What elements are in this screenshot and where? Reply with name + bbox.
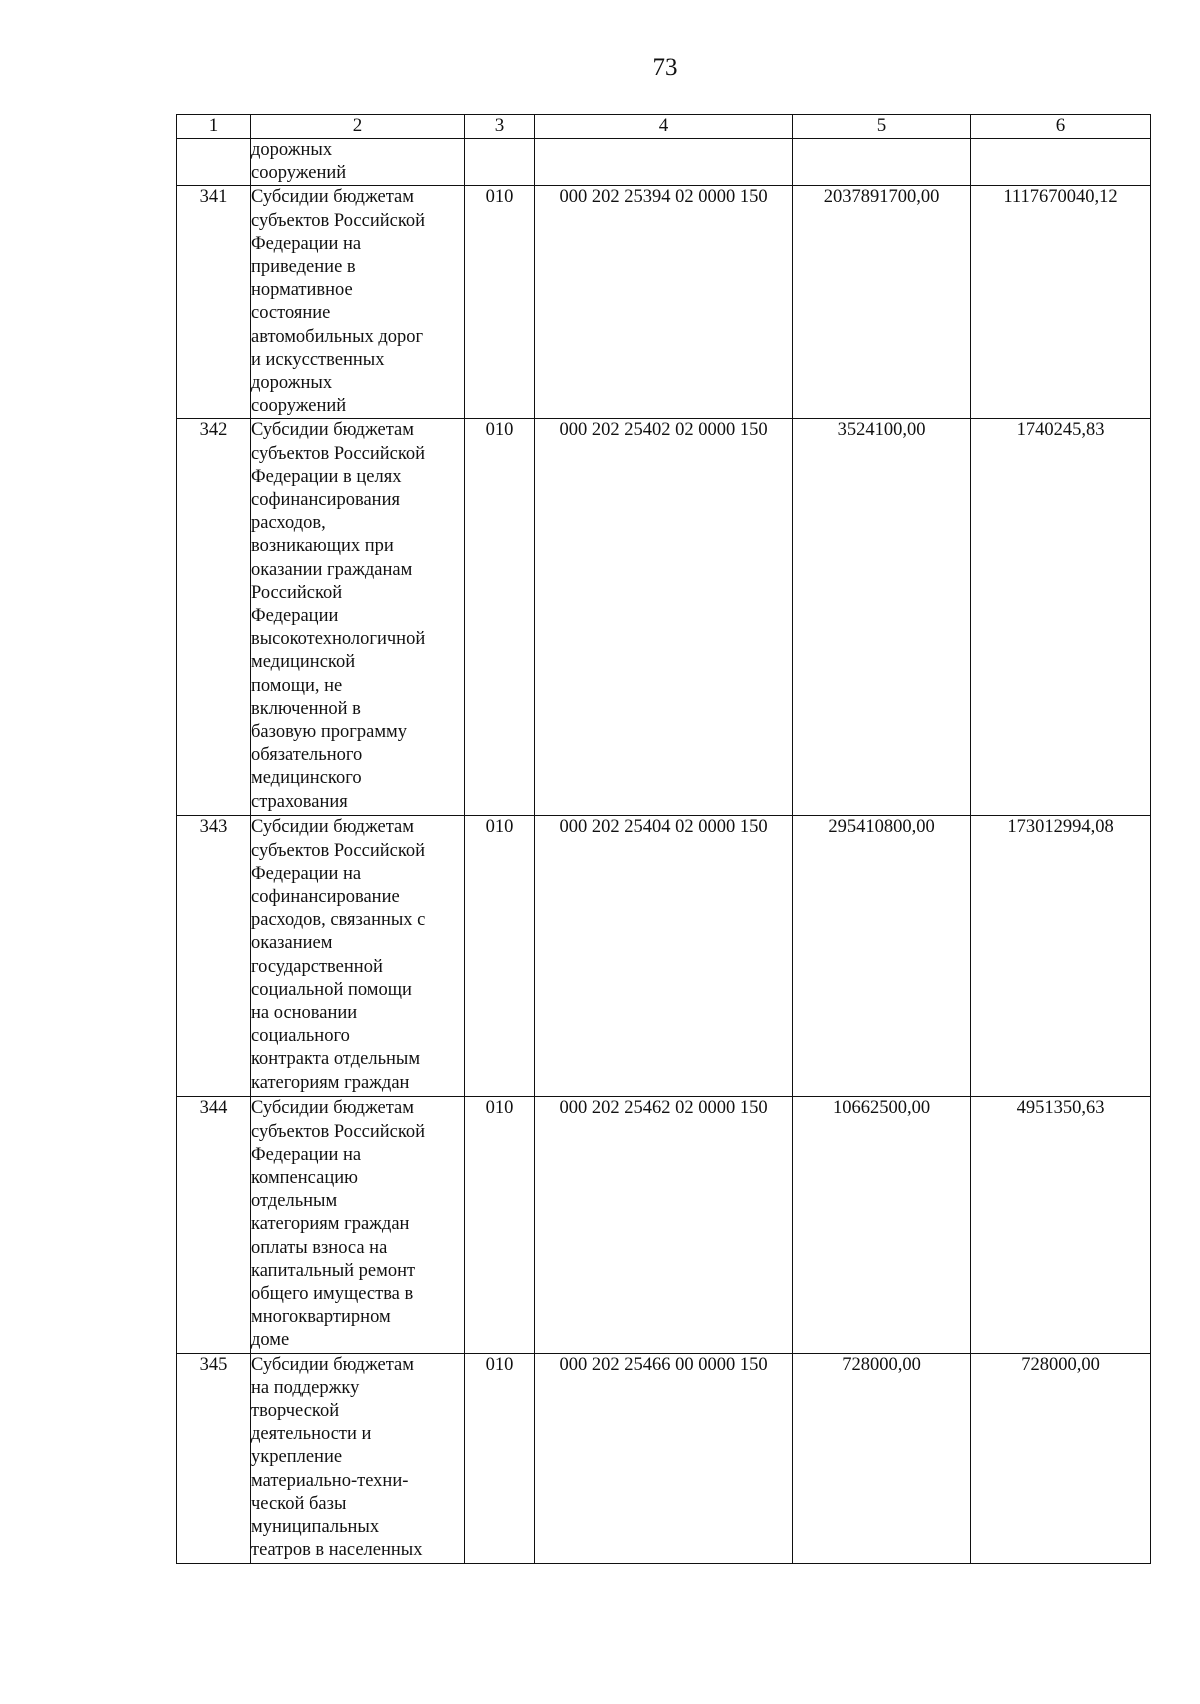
description-line: субъектов Российской xyxy=(251,210,426,231)
description-line: высокотехнологичной xyxy=(251,629,426,650)
description-cell xyxy=(251,1353,465,1563)
description-line: театров в населенных xyxy=(251,1540,423,1561)
description-line: социального xyxy=(251,1026,350,1047)
row-number-cell: 345 xyxy=(177,1353,251,1563)
description-line: Российской xyxy=(251,582,343,603)
description-cell xyxy=(251,816,465,1097)
description-line: Федерации на xyxy=(251,863,362,884)
description-line: Субсидии бюджетам xyxy=(251,420,414,441)
description-line: расходов, xyxy=(251,513,326,534)
amount-cell: 728000,00 xyxy=(793,1353,971,1563)
row-number-cell: 342 xyxy=(177,419,251,816)
table-row-345 xyxy=(177,1353,1151,1563)
code-cell: 000 202 25394 02 0000 150 xyxy=(535,186,793,419)
description-line: укрепление xyxy=(251,1447,343,1468)
description-line: помощи, не xyxy=(251,675,343,696)
description-line: отдельным xyxy=(251,1191,338,1212)
description-line: софинансирования xyxy=(251,490,400,511)
budget-table xyxy=(176,114,1151,1564)
description-line: оплаты взноса на xyxy=(251,1237,388,1258)
description-line: и искусственных xyxy=(251,349,385,370)
amount-cell: 295410800,00 xyxy=(793,816,971,1097)
description-line: государственной xyxy=(251,956,383,977)
description-line: включенной в xyxy=(251,698,361,719)
description-line: софинансирование xyxy=(251,887,400,908)
description-line: оказании гражданам xyxy=(251,559,413,580)
row-number-cell xyxy=(177,139,251,186)
col3-cell: 010 xyxy=(465,419,535,816)
code-cell: 000 202 25402 02 0000 150 xyxy=(535,419,793,816)
executed-cell: 4951350,63 xyxy=(971,1097,1151,1353)
description-line: приведение в xyxy=(251,257,356,278)
header-cell-4: 4 xyxy=(535,115,793,139)
amount-cell xyxy=(793,139,971,186)
description-line: капитальный ремонт xyxy=(251,1260,416,1281)
description-line: страхования xyxy=(251,791,348,812)
executed-cell: 173012994,08 xyxy=(971,816,1151,1097)
description-line: базовую программу xyxy=(251,722,407,743)
amount-cell: 3524100,00 xyxy=(793,419,971,816)
description-cell xyxy=(251,186,465,419)
description-line: Субсидии бюджетам xyxy=(251,1098,414,1119)
code-cell: 000 202 25404 02 0000 150 xyxy=(535,816,793,1097)
description-line: общего имущества в xyxy=(251,1284,414,1305)
description-line: деятельности и xyxy=(251,1424,372,1445)
description-line: Федерации в целях xyxy=(251,466,402,487)
executed-cell xyxy=(971,139,1151,186)
description-line: Федерации на xyxy=(251,1144,362,1165)
description-line: категориям граждан xyxy=(251,1072,410,1093)
page-number: 73 xyxy=(652,54,678,81)
description-line: автомобильных дорог xyxy=(251,326,424,347)
description-line: Федерации на xyxy=(251,233,362,254)
description-line: Субсидии бюджетам xyxy=(251,1354,414,1375)
description-line: субъектов Российской xyxy=(251,840,426,861)
description-line: социальной помощи xyxy=(251,979,412,1000)
description-line: Субсидии бюджетам xyxy=(251,817,414,838)
description-line: ческой базы xyxy=(251,1493,347,1514)
col3-cell: 010 xyxy=(465,1097,535,1353)
description-cell xyxy=(251,139,465,186)
description-cell xyxy=(251,1097,465,1353)
description-cell xyxy=(251,419,465,816)
description-line: дорожных xyxy=(251,373,333,394)
amount-cell: 10662500,00 xyxy=(793,1097,971,1353)
description-line: оказанием xyxy=(251,933,333,954)
description-line: контракта отдельным xyxy=(251,1049,421,1070)
header-cell-5: 5 xyxy=(793,115,971,139)
row-number-cell: 341 xyxy=(177,186,251,419)
col3-cell: 010 xyxy=(465,1353,535,1563)
table-row-343 xyxy=(177,816,1151,1097)
amount-cell: 2037891700,00 xyxy=(793,186,971,419)
description-line: медицинской xyxy=(251,652,356,673)
header-cell-6: 6 xyxy=(971,115,1151,139)
col3-cell xyxy=(465,139,535,186)
description-line: многоквартирном xyxy=(251,1307,391,1328)
header-cell-2: 2 xyxy=(251,115,465,139)
description-line: нормативное xyxy=(251,280,353,301)
description-line: категориям граждан xyxy=(251,1214,410,1235)
col3-cell: 010 xyxy=(465,186,535,419)
code-cell xyxy=(535,139,793,186)
description-line: состояние xyxy=(251,303,331,324)
description-line: субъектов Российской xyxy=(251,1121,426,1142)
row-number-cell: 343 xyxy=(177,816,251,1097)
description-line: субъектов Российской xyxy=(251,443,426,464)
description-line: сооружений xyxy=(251,396,347,417)
description-line: Федерации xyxy=(251,606,339,627)
description-line: творческой xyxy=(251,1401,340,1422)
table-row-342 xyxy=(177,419,1151,816)
executed-cell: 1740245,83 xyxy=(971,419,1151,816)
description-line: на основании xyxy=(251,1003,358,1024)
description-line: медицинского xyxy=(251,768,362,789)
executed-cell: 1117670040,12 xyxy=(971,186,1151,419)
description-line: возникающих при xyxy=(251,536,394,557)
table-row-341 xyxy=(177,186,1151,419)
header-cell-1: 1 xyxy=(177,115,251,139)
description-line: доме xyxy=(251,1330,290,1351)
executed-cell: 728000,00 xyxy=(971,1353,1151,1563)
header-cell-3: 3 xyxy=(465,115,535,139)
description-line: расходов, связанных с xyxy=(251,910,426,931)
code-cell: 000 202 25462 02 0000 150 xyxy=(535,1097,793,1353)
description-line: сооружений xyxy=(251,163,347,184)
description-line: муниципальных xyxy=(251,1517,380,1538)
table-header-row xyxy=(177,115,1151,139)
table-row-344 xyxy=(177,1097,1151,1353)
description-line: на поддержку xyxy=(251,1377,360,1398)
col3-cell: 010 xyxy=(465,816,535,1097)
code-cell: 000 202 25466 00 0000 150 xyxy=(535,1353,793,1563)
row-number-cell: 344 xyxy=(177,1097,251,1353)
description-line: материально-техни- xyxy=(251,1470,409,1491)
description-line: Субсидии бюджетам xyxy=(251,187,414,208)
table-row-continuation xyxy=(177,139,1151,186)
description-line: дорожных xyxy=(251,140,333,160)
description-line: обязательного xyxy=(251,745,363,766)
description-line: компенсацию xyxy=(251,1168,358,1189)
